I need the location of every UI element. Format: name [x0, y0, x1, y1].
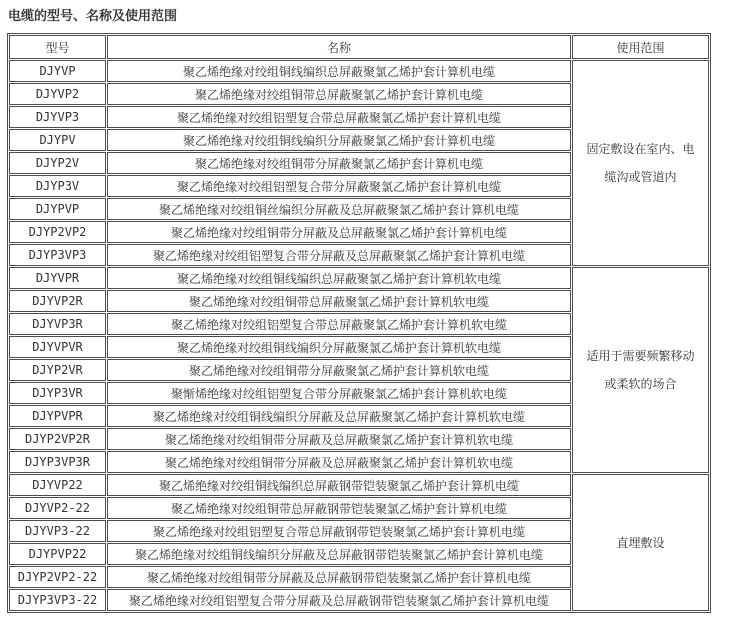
header-usage: 使用范围: [572, 35, 709, 59]
name-cell: 聚乙烯绝缘对绞组铜线编织总屏蔽钢带铠装聚氯乙烯护套计算机电缆: [107, 474, 571, 496]
model-cell: DJYVP3: [9, 106, 106, 128]
table-row: [9, 474, 709, 496]
model-cell: DJYVP3R: [9, 313, 106, 335]
model-cell: DJYP3VP3-22: [9, 589, 106, 611]
name-cell: 聚乙烯绝缘对绞组铜带分屏蔽及总屏蔽聚氯乙烯护套计算机软电缆: [107, 428, 571, 450]
name-cell: 聚乙烯绝缘对绞组铜线编织分屏蔽及总屏蔽钢带铠装聚氯乙烯护套计算机电缆: [107, 543, 571, 565]
table-row: [9, 267, 709, 289]
model-cell: DJYP3VR: [9, 382, 106, 404]
model-cell: DJYP2VP2-22: [9, 566, 106, 588]
header-name: 名称: [107, 35, 571, 59]
name-cell: 聚乙烯绝缘对绞组铜线编织分屏蔽聚氯乙烯护套计算机软电缆: [107, 336, 571, 358]
name-cell: 聚乙烯绝缘对绞组铝塑复合带总屏蔽聚氯乙烯护套计算机软电缆: [107, 313, 571, 335]
usage-cell-group-1: 固定敷设在室内、电缆沟或管道内: [572, 60, 709, 266]
name-cell: 聚乙烯绝缘对绞组铜带分屏蔽聚氯乙烯护套计算机软电缆: [107, 359, 571, 381]
name-cell: 聚乙烯绝缘对绞组铜丝编织分屏蔽及总屏蔽聚氯乙烯护套计算机电缆: [107, 198, 571, 220]
model-cell: DJYP2VP2: [9, 221, 106, 243]
name-cell: 聚乙烯绝缘对绞组铝塑复合带总屏蔽钢带铠装聚氯乙烯护套计算机电缆: [107, 520, 571, 542]
name-cell: 聚乙烯绝缘对绞组铜带总屏蔽钢带铠装聚氯乙烯护套计算机电缆: [107, 497, 571, 519]
name-cell: 聚乙烯绝缘对绞组铜线编织总屏蔽聚氯乙烯护套计算机电缆: [107, 60, 571, 82]
model-cell: DJYP3VP3R: [9, 451, 106, 473]
model-cell: DJYVP2: [9, 83, 106, 105]
name-cell: 聚乙烯绝缘对绞组铜带总屏蔽聚氯乙烯护套计算机电缆: [107, 83, 571, 105]
name-cell: 聚乙烯绝缘对绞组铝塑复合带分屏蔽及总屏蔽钢带铠装聚氯乙烯护套计算机电缆: [107, 589, 571, 611]
model-cell: DJYVP2R: [9, 290, 106, 312]
name-cell: 聚乙烯绝缘对绞组铜带分屏蔽及总屏蔽聚氯乙烯护套计算机软电缆: [107, 451, 571, 473]
model-cell: DJYPVP: [9, 198, 106, 220]
name-cell: 聚乙烯绝缘对绞组铝塑复合带总屏蔽聚氯乙烯护套计算机电缆: [107, 106, 571, 128]
cable-spec-table: [7, 33, 711, 613]
usage-cell-group-2: 适用于需要频繁移动或柔软的场合: [572, 267, 709, 473]
model-cell: DJYVP22: [9, 474, 106, 496]
model-cell: DJYPV: [9, 129, 106, 151]
model-cell: DJYP3VP3: [9, 244, 106, 266]
usage-cell-group-3: 直埋敷设: [572, 474, 709, 611]
model-cell: DJYVPVR: [9, 336, 106, 358]
model-cell: DJYP2V: [9, 152, 106, 174]
model-cell: DJYVP3-22: [9, 520, 106, 542]
model-cell: DJYPVPR: [9, 405, 106, 427]
name-cell: 聚乙烯绝缘对绞组铜带分屏蔽聚氯乙烯护套计算机电缆: [107, 152, 571, 174]
header-row: [9, 35, 709, 59]
name-cell: 聚乙烯绝缘对绞组铜线编织分屏蔽及总屏蔽聚氯乙烯护套计算机软电缆: [107, 405, 571, 427]
name-cell: 聚乙烯绝缘对绞组铜带分屏蔽及总屏蔽钢带铠装聚氯乙烯护套计算机电缆: [107, 566, 571, 588]
header-model: 型号: [9, 35, 106, 59]
table-row: [9, 60, 709, 82]
model-cell: DJYVP: [9, 60, 106, 82]
model-cell: DJYVP2-22: [9, 497, 106, 519]
name-cell: 聚惭烯绝缘对绞组铝塑复合带分屏蔽聚氯乙烯护套计算机软电缆: [107, 382, 571, 404]
model-cell: DJYP3V: [9, 175, 106, 197]
page-title: 电缆的型号、名称及使用范围: [8, 9, 178, 24]
name-cell: 聚乙烯绝缘对绞组铜线编织分屏蔽聚氯乙烯护套计算机电缆: [107, 129, 571, 151]
model-cell: DJYVPR: [9, 267, 106, 289]
name-cell: 聚乙烯绝缘对绞组铝塑复合带分屏蔽及总屏蔽聚氯乙烯护套计算机电缆: [107, 244, 571, 266]
name-cell: 聚乙烯绝缘对绞组铝塑复合带分屏蔽聚氯乙烯护套计算机电缆: [107, 175, 571, 197]
name-cell: 聚乙烯绝缘对绞组铜带总屏蔽聚氯乙烯护套计算机软电缆: [107, 290, 571, 312]
model-cell: DJYPVP22: [9, 543, 106, 565]
model-cell: DJYP2VR: [9, 359, 106, 381]
model-cell: DJYP2VP2R: [9, 428, 106, 450]
name-cell: 聚乙烯绝缘对绞组铜带分屏蔽及总屏蔽聚氯乙烯护套计算机电缆: [107, 221, 571, 243]
name-cell: 聚乙烯绝缘对绞组铜线编织总屏蔽聚氯乙烯护套计算机软电缆: [107, 267, 571, 289]
